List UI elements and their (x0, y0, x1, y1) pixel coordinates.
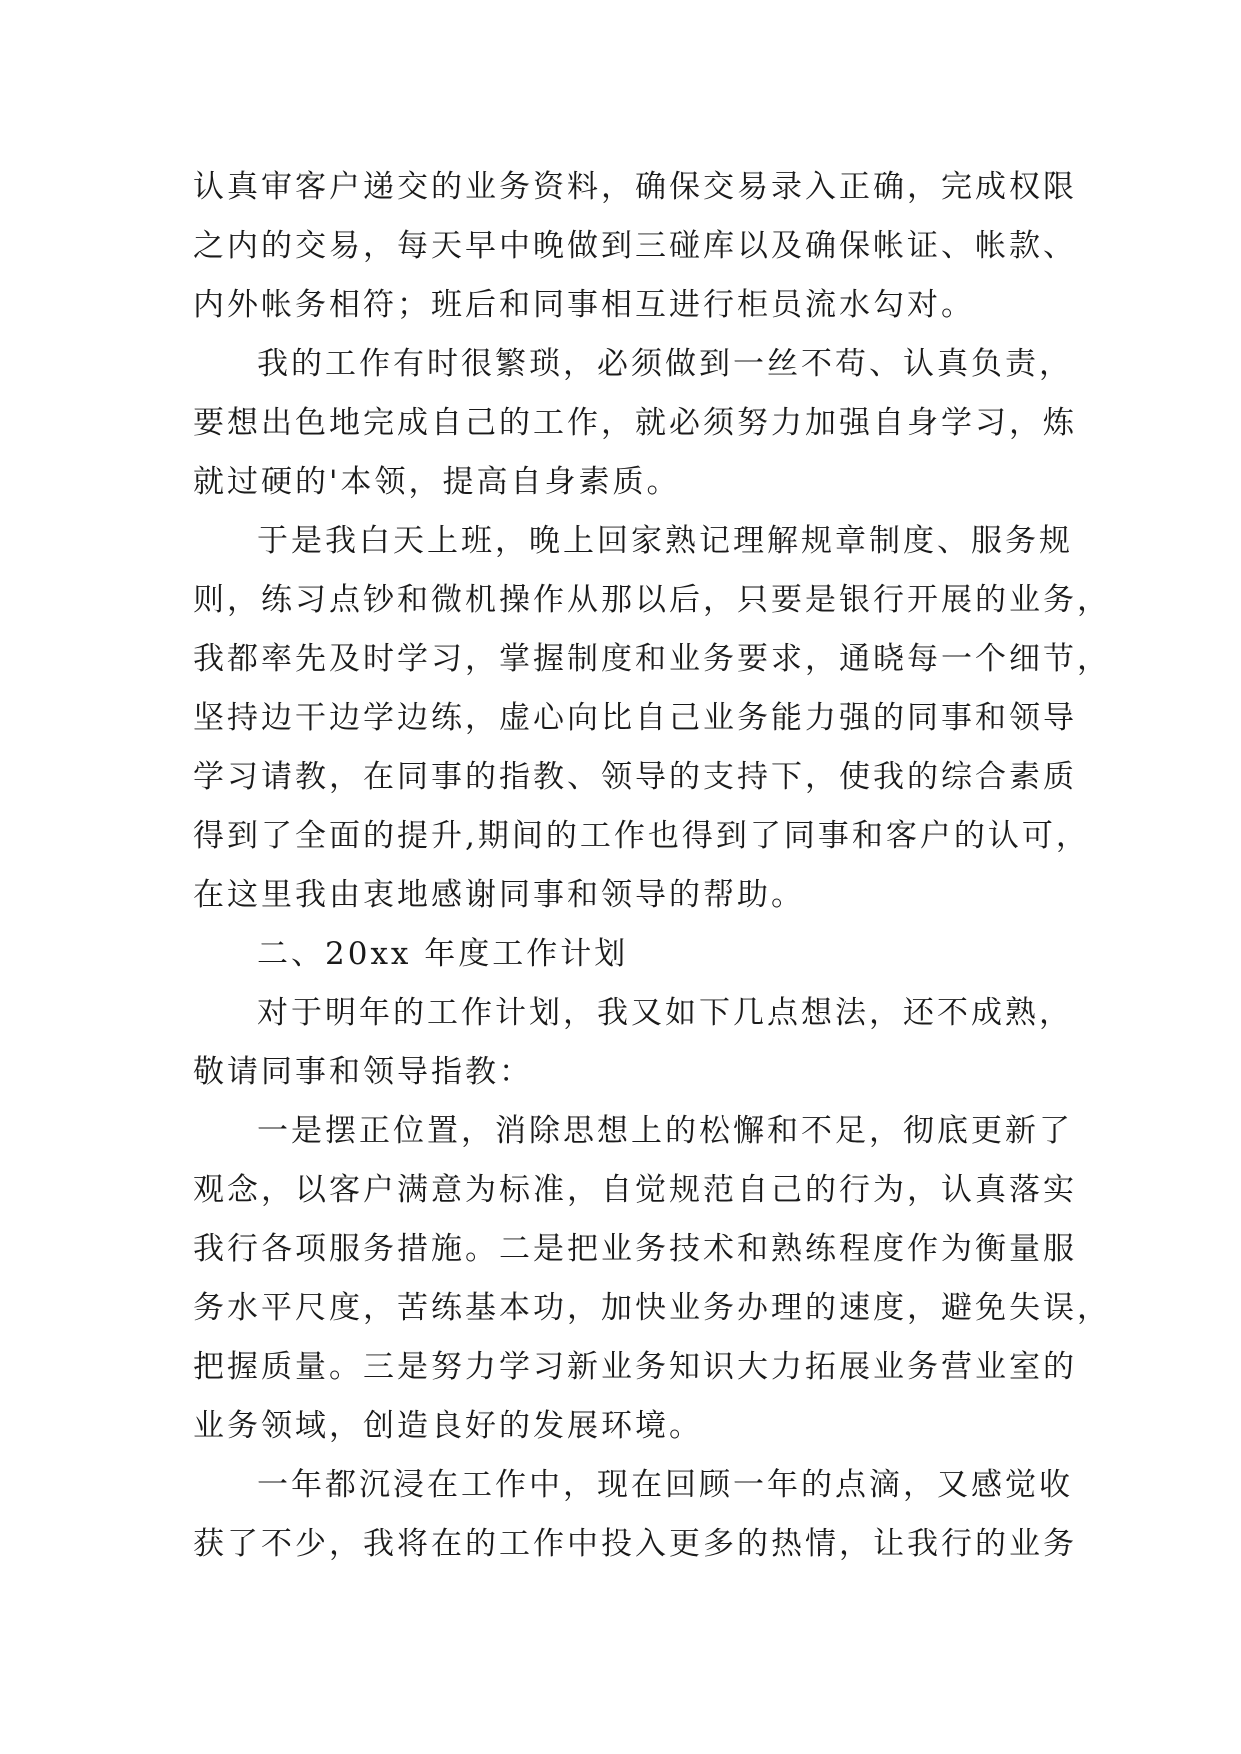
text-line: 对于明年的工作计划，我又如下几点想法，还不成熟， (257, 995, 1073, 1031)
text-line: 观念，以客户满意为标准，自觉规范自己的行为，认真落实 (193, 1172, 1077, 1208)
text-line: 内外帐务相符；班后和同事相互进行柜员流水勾对。 (193, 287, 975, 323)
text-line: 我的工作有时很繁琐，必须做到一丝不苟、认真负责， (257, 346, 1073, 382)
text-line: 获了不少，我将在的工作中投入更多的热情，让我行的业务 (193, 1526, 1077, 1562)
section-heading: 二、20xx 年度工作计划 (257, 936, 629, 972)
text-line: 之内的交易，每天早中晚做到三碰库以及确保帐证、帐款、 (193, 228, 1077, 264)
text-line: 坚持边干边学边练，虚心向比自己业务能力强的同事和领导 (193, 700, 1077, 736)
text-line: 一年都沉浸在工作中，现在回顾一年的点滴，又感觉收 (257, 1467, 1073, 1503)
text-line: 学习请教，在同事的指教、领导的支持下，使我的综合素质 (193, 759, 1077, 795)
document-body (193, 158, 1111, 1574)
text-line: 要想出色地完成自己的工作，就必须努力加强自身学习，炼 (193, 405, 1077, 441)
text-line: 得到了全面的提升,期间的工作也得到了同事和客户的认可， (193, 818, 1090, 854)
text-line: 我都率先及时学习，掌握制度和业务要求，通晓每一个细节， (193, 641, 1111, 677)
text-line: 认真审客户递交的业务资料，确保交易录入正确，完成权限 (193, 169, 1077, 205)
text-line: 我行各项服务措施。二是把业务技术和熟练程度作为衡量服 (193, 1231, 1077, 1267)
text-line: 于是我白天上班，晚上回家熟记理解规章制度、服务规 (257, 523, 1073, 559)
text-line: 务水平尺度，苦练基本功，加快业务办理的速度，避免失误， (193, 1290, 1111, 1326)
text-line: 业务领域，创造良好的发展环境。 (193, 1408, 703, 1444)
text-line: 敬请同事和领导指教： (193, 1054, 533, 1090)
text-line: 把握质量。三是努力学习新业务知识大力拓展业务营业室的 (193, 1349, 1077, 1385)
text-line: 则，练习点钞和微机操作从那以后，只要是银行开展的业务， (193, 582, 1111, 618)
text-line: 就过硬的'本领，提高自身素质。 (193, 464, 681, 500)
text-line: 在这里我由衷地感谢同事和领导的帮助。 (193, 877, 805, 913)
text-line: 一是摆正位置，消除思想上的松懈和不足，彻底更新了 (257, 1113, 1073, 1149)
